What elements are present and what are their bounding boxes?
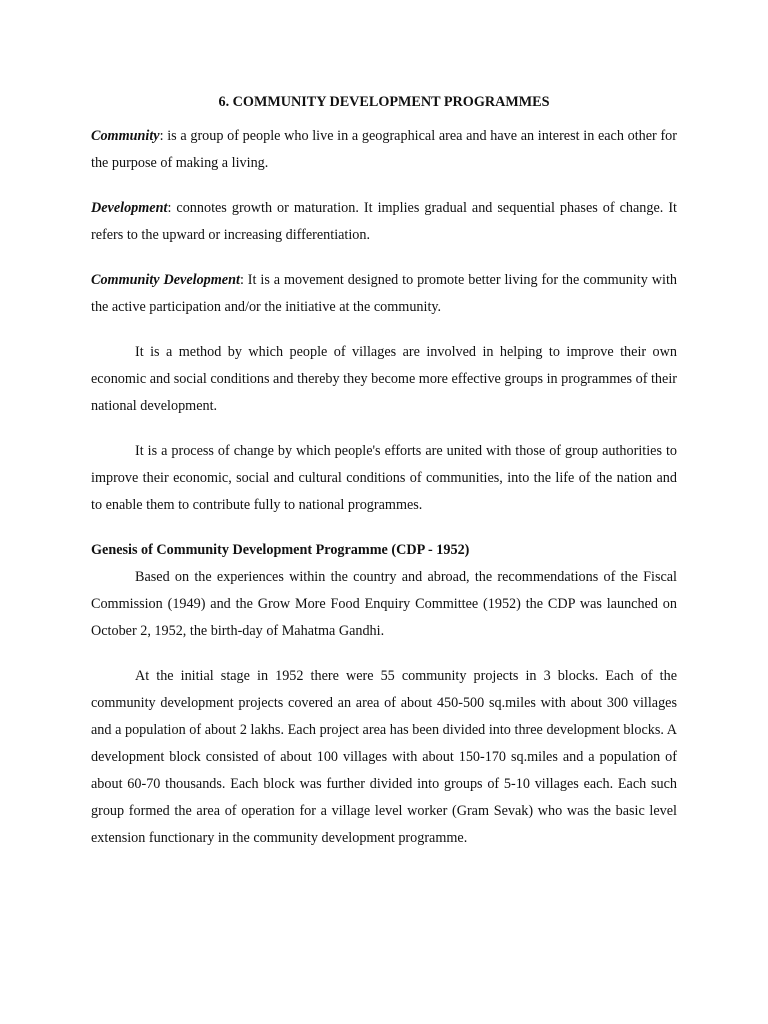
- definition-term: Community: [91, 128, 160, 144]
- definition-separator: :: [239, 272, 244, 288]
- body-paragraph: It is a method by which people of villages are involved in helping to improve their own economic and social conditions and thereby they become more effective groups in programmes of their national development.: [91, 344, 677, 414]
- definition-term: Development: [91, 200, 168, 216]
- definition-community-development: [91, 267, 677, 321]
- definition-text: connotes growth or maturation. It implies gradual and sequential phases of change. It refers to the upward or increasing differentiation.: [91, 200, 677, 243]
- definition-separator: :: [167, 200, 172, 216]
- definition-text: It is a movement designed to promote better living for the community with the active participation and/or the initiative at the community.: [91, 272, 677, 315]
- definition-separator: :: [159, 128, 164, 144]
- definition-term: Community Development: [91, 272, 240, 288]
- section-paragraph: At the initial stage in 1952 there were 55 community projects in 3 blocks. Each of the community development projects covered an area of about 450-500 sq.miles with about 300 villages and a population of about 2 lakhs. Each project area has been divided into three development blocks. A development block consisted of about 100 villages with about 150-170 sq.miles and a population of about 60-70 thousands. Each block was further divided into groups of 5-10 villages each. Each such group formed the area of operation for a village level worker (Gram Sevak) who was the basic level extension functionary in the community development programme.: [91, 668, 677, 846]
- definition-development: [91, 195, 677, 249]
- section-paragraph: Based on the experiences within the country and abroad, the recommendations of the Fiscal Commission (1949) and the Grow More Food Enquiry Committee (1952) the CDP was launched on October 2, 1952, the birth-day of Mahatma Gandhi.: [91, 569, 677, 639]
- document-title: 6. COMMUNITY DEVELOPMENT PROGRAMMES: [218, 94, 550, 110]
- definition-text: is a group of people who live in a geographical area and have an interest in each other for the purpose of making a living.: [91, 128, 677, 171]
- definition-community: [91, 123, 677, 177]
- section-heading: Genesis of Community Development Programme (CDP - 1952): [91, 542, 470, 558]
- document-page: [91, 93, 677, 870]
- body-paragraph: It is a process of change by which people's efforts are united with those of group authorities to improve their economic, social and cultural conditions of communities, into the life of the nation and to enable them to contribute fully to national programmes.: [91, 443, 677, 513]
